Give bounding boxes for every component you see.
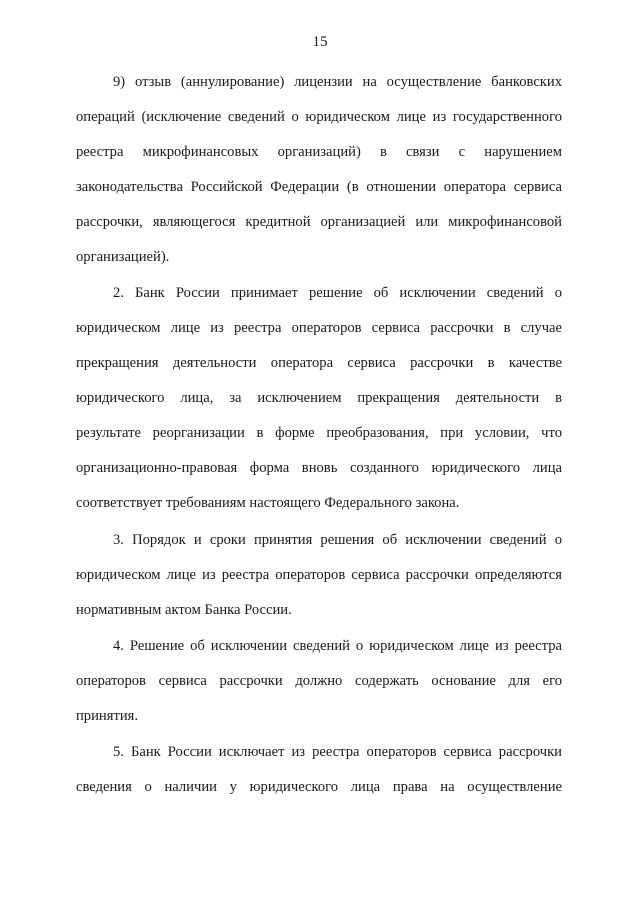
text-line: нормативным актом Банка России.: [76, 602, 292, 618]
text-line: 4. Решение об исключении сведений о юридическом лице из реестра: [113, 638, 562, 654]
text-line: операций (исключение сведений о юридическом лице из государственного: [76, 109, 562, 125]
text-line: 5. Банк России исключает из реестра операторов сервиса рассрочки: [113, 744, 562, 760]
page-number: 15: [312, 34, 328, 50]
text-line: сведения о наличии у юридического лица права на осуществление: [76, 779, 562, 795]
text-line: юридическом лице из реестра операторов сервиса рассрочки определяются: [76, 567, 562, 583]
text-line: 3. Порядок и сроки принятия решения об исключении сведений о: [113, 532, 562, 548]
text-line: организационно-правовая форма вновь созданного юридического лица: [76, 460, 562, 476]
text-line: соответствует требованиям настоящего Федерального закона.: [76, 495, 460, 511]
text-line: юридического лица, за исключением прекращения деятельности в: [76, 390, 562, 406]
text-line: 9) отзыв (аннулирование) лицензии на осуществление банковских: [113, 74, 562, 90]
text-line: рассрочки, являющегося кредитной организацией или микрофинансовой: [76, 214, 562, 230]
text-line: реестра микрофинансовых организаций) в связи с нарушением: [76, 144, 562, 160]
text-line: законодательства Российской Федерации (в отношении оператора сервиса: [76, 179, 562, 195]
text-line: прекращения деятельности оператора сервиса рассрочки в качестве: [76, 355, 562, 371]
text-line: принятия.: [76, 708, 138, 724]
text-line: результате реорганизации в форме преобразования, при условии, что: [76, 425, 562, 441]
text-line: организацией).: [76, 249, 170, 265]
text-line: юридическом лице из реестра операторов сервиса рассрочки в случае: [76, 320, 562, 336]
text-line: 2. Банк России принимает решение об исключении сведений о: [113, 285, 562, 301]
text-line: операторов сервиса рассрочки должно содержать основание для его: [76, 673, 562, 689]
